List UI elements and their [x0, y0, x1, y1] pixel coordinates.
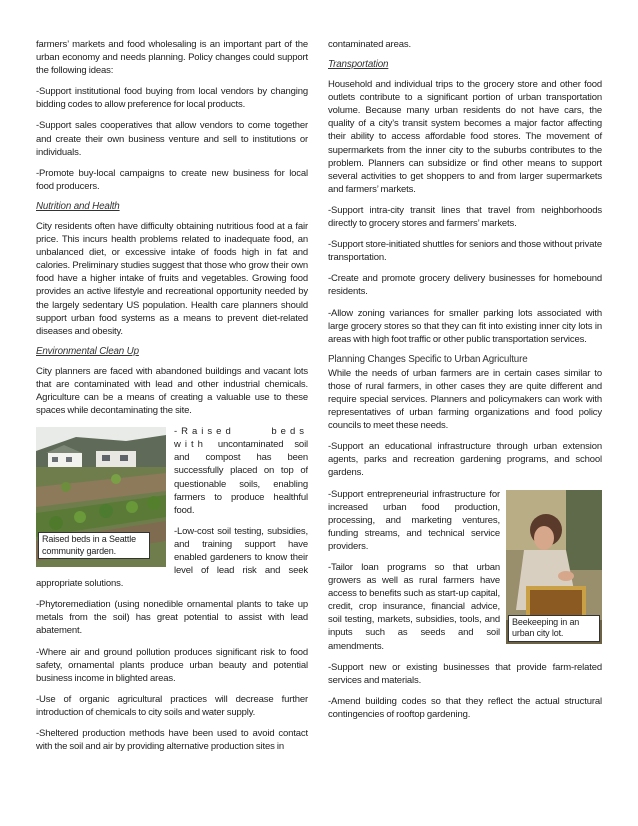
bullet-delivery: -Create and promote grocery delivery businesses for homebound residents.	[328, 273, 602, 298]
bullet-zoning: -Allow zoning variances for smaller parking lots associated with large grocery stores so that they can fit into existing inner city lots in areas with high foot traffic or other public transportation services.	[328, 307, 602, 345]
garden-figure	[36, 427, 166, 567]
planning-heading: Planning Changes Specific to Urban Agriculture	[328, 353, 528, 365]
bullet-institutional-buying: -Support institutional food buying from local vendors by changing bidding codes to allow preference for local products.	[36, 86, 308, 111]
bullet-phytoremediation: -Phytoremediation (using nonedible ornamental plants to take up metals from the soil) has great potential to assist with lead abatement.	[36, 599, 308, 637]
bullet-entrepreneurial: -Support entrepreneurial infrastructure for increased urban food production, processing, and marketing ventures, funding streams, and technical service providers.	[328, 488, 500, 552]
planning-paragraph: While the needs of urban farmers are in certain cases similar to those of rural farmers, in other cases they are quite different and require special services. Planners and policymakers can work with representatives of urban farming organizations and food policy councils to meet these needs.	[328, 367, 602, 432]
bees-figure-flow	[328, 488, 602, 661]
intro-paragraph: farmers’ markets and food wholesaling is an important part of the urban economy and needs planning. Policy changes could support the following ideas:	[36, 39, 308, 77]
bullet-organic: -Use of organic agricultural practices will decrease further introduction of chemicals to city soils and water supply.	[36, 693, 308, 718]
bullet-building-codes: -Amend building codes so that they reflect the actual structural contingencies of rooftop gardening.	[328, 695, 602, 720]
transportation-heading: Transportation	[328, 59, 389, 71]
bullet-businesses: -Support new or existing businesses that provide farm-related services and materials.	[328, 661, 602, 686]
nutrition-paragraph: City residents often have difficulty obtaining nutritious food at a fair price. This incurs health problems related to inadequate food, an unbalanced diet, or excessive intake of foods high in fat and calories. Preliminary studies suggest that those who grow their own food have a higher intake of fruits and vegetables. Growing food provides an active lifestyle and recreational opportunity needed by the largely sedentary US population. Health care planners should support urban food systems as a means to prevent diet-related diseases and obesity.	[36, 220, 308, 337]
beekeeping-figure	[506, 490, 602, 644]
bullet-sales-cooperatives: -Support sales cooperatives that allow vendors to come together and create their own business venture and sell to institutions or individuals.	[36, 120, 308, 158]
continued-text: contaminated areas.	[328, 39, 411, 50]
bullet-shuttles: -Support store-initiated shuttles for seniors and those without private transportation.	[328, 239, 602, 264]
bullet-education: -Support an educational infrastructure through urban extension agents, parks and recreation gardening programs, and school gardens.	[328, 441, 602, 479]
bullet-sheltered: -Sheltered production methods have been used to avoid contact with the soil and air by providing alternative production sites in	[36, 728, 308, 753]
cleanup-heading: Environmental Clean Up	[36, 345, 139, 357]
bullet-loans: -Tailor loan programs so that urban growers as well as rural farmers have access to benefits such as start-up capital, credit, crop insurance, financial advice, soil testing, markets, subsidies, tools, and inputs such as seeds and soil amendments.	[328, 562, 500, 652]
bullet-pollution: -Where air and ground pollution produces significant risk to food safety, ornamental plants produce urban beauty and potential business income in blighted areas.	[36, 646, 308, 684]
garden-figure-flow	[36, 425, 308, 598]
cleanup-paragraph: City planners are faced with abandoned buildings and vacant lots that are contaminated with lead and other industrial chemicals. Agriculture can be a means of creating a valuable use to these spaces while decontaminating the site.	[36, 365, 308, 417]
bullet-transit-lines: -Support intra-city transit lines that travel from neighborhoods directly to grocery stores and farmers’ markets.	[328, 204, 602, 230]
raised-beds-lead: -Raised beds with	[174, 426, 308, 451]
garden-caption: Raised beds in a Seattle community garden.	[38, 532, 150, 559]
left-column	[36, 38, 308, 761]
bullet-soil-testing: -Low-cost soil testing, subsidies, and training support have enabled gardeners to know their level of lead risk and seek appropriate solutions.	[36, 525, 308, 590]
raised-beds-text: uncontaminated soil and compost has been successfully placed on top of questionable soils, enabling farmers to produce healthful food.	[174, 439, 308, 516]
transportation-paragraph: Household and individual trips to the grocery store and other food outlets contribute to a significant portion of urban transportation volume. Because many urban residents do not have cars, the quality of a city’s transit system becomes a major factor affecting their ability to access affordable food stores. The movement of supermarkets from the inner city to the suburbs contributes to the problem. Planners can subsidize or find other means to support several activities to get shoppers to and from larger supermarkets and farmers’ markets.	[328, 79, 602, 195]
nutrition-heading: Nutrition and Health	[36, 200, 120, 212]
right-column	[328, 38, 602, 729]
bullet-buy-local: -Promote buy-local campaigns to create new business for local food producers.	[36, 167, 308, 192]
beekeeping-caption: Beekeeping in an urban city lot.	[508, 615, 600, 642]
